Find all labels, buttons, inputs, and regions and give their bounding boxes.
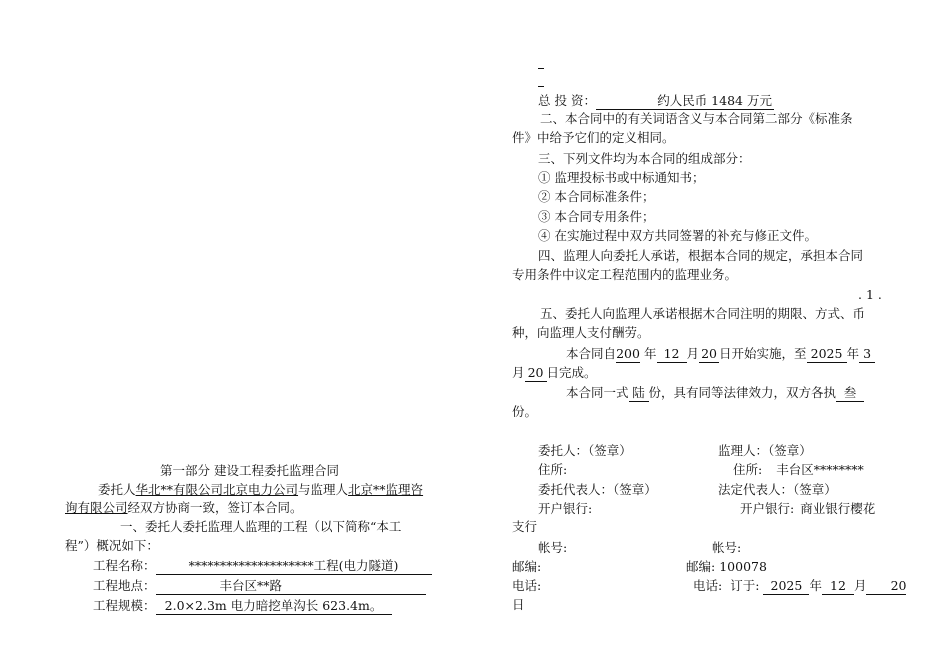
signed-month-char: 月 xyxy=(853,578,867,593)
supervisor-bank-value: 商业银行樱花 xyxy=(800,501,876,516)
preamble-prefix: 委托人 xyxy=(98,482,136,497)
clause-3: 三、下列文件均为本合同的组成部分： xyxy=(538,151,751,166)
doc-item: ④ 在实施过程中双方共同签署的补充与修正文件。 xyxy=(538,228,817,243)
start-year: 200 xyxy=(616,346,640,361)
legal-rep-label: 法定代表人：（签章） xyxy=(718,482,837,497)
project-location-value: 丰台区**路 xyxy=(156,578,426,595)
doc-item: ① 监理投标书或中标通知书； xyxy=(538,170,705,185)
preamble-suffix: 经双方协商一致，签订本合同。 xyxy=(127,500,303,515)
clause-5-line-1: 五、委托人向监理人承诺根据木合同注明的期限、方式、币 xyxy=(540,306,866,321)
client-account-label: 帐号: xyxy=(538,540,568,555)
dash-mark xyxy=(538,68,544,69)
supervisor-postcode-row xyxy=(686,558,767,576)
page-number: . 1 . xyxy=(858,287,882,302)
project-name-label: 工程名称： xyxy=(93,558,156,573)
preamble-line-2 xyxy=(65,499,303,517)
term-prefix: 本合同自 xyxy=(566,346,617,361)
supervisor-seal-label: 监理人：（签章） xyxy=(718,443,812,458)
client-bank-label: 开户银行: xyxy=(538,501,593,516)
end-year-char: 年 xyxy=(846,346,860,361)
project-scale-row xyxy=(93,597,392,615)
investment-value: 约人民币 1484 万元 xyxy=(596,93,774,110)
supervisor-phone-label: 电话: xyxy=(693,578,723,593)
start-month: 12 xyxy=(657,346,687,363)
term-line-1 xyxy=(566,345,875,363)
doc-item: ③ 本合同专用条件； xyxy=(538,209,655,224)
signed-day: 20 xyxy=(866,578,906,595)
signed-month: 12 xyxy=(822,578,854,595)
project-scale-label: 工程规模： xyxy=(93,598,156,613)
client-postcode-label: 邮编: xyxy=(512,559,542,574)
copies-each: 叁 xyxy=(836,385,864,402)
copies-mid: 份，具有同等法律效力，双方各执 xyxy=(648,385,837,400)
end-month: 3 xyxy=(859,346,875,363)
clause-4-line-1: 四、监理人向委托人承诺，根据本合同的规定，承担本合同 xyxy=(538,248,864,263)
clause-2-line-2: 件》中给予它们的定义相同。 xyxy=(512,130,675,145)
investment-label: 总 投 资： xyxy=(538,93,596,108)
term-line-2 xyxy=(512,364,597,382)
supervisor-address-value: 丰台区******** xyxy=(776,462,864,477)
start-day: 20 xyxy=(699,346,719,363)
supervisor-phone-row xyxy=(693,577,906,595)
supervisor-name-part-a: 北京**监理咨 xyxy=(348,482,424,497)
client-address-label: 住所: xyxy=(538,462,568,477)
clause-1-line-2: 程”）概况如下： xyxy=(65,538,159,553)
project-name-row xyxy=(93,557,432,575)
term-mid: 日开始实施，至 xyxy=(719,346,807,361)
project-location-label: 工程地点： xyxy=(93,578,156,593)
supervisor-address-label: 住所: xyxy=(733,462,763,477)
client-rep-label: 委托代表人：（签章） xyxy=(538,482,657,497)
end-suffix: 日完成。 xyxy=(546,365,597,380)
clause-5-line-2: 种，向监理人支付酬劳。 xyxy=(512,325,650,340)
supervisor-bank-label: 开户银行: xyxy=(740,501,795,516)
client-seal-label: 委托人：（签章） xyxy=(538,443,632,458)
copies-total: 陆 xyxy=(629,385,649,402)
supervisor-postcode-value: 100078 xyxy=(719,559,767,574)
end-month-char: 月 xyxy=(512,365,525,380)
clause-2-line-1: 二、本合同中的有关词语含义与本合同第二部分《标准条 xyxy=(540,111,853,126)
copies-line-1 xyxy=(566,384,864,402)
project-scale-value: 2.0×2.3m 电力暗挖单沟长 623.4m。 xyxy=(156,598,392,615)
doc-item: ② 本合同标准条件； xyxy=(538,189,655,204)
supervisor-address-row xyxy=(733,461,864,479)
section-title: 第一部分 建设工程委托监理合同 xyxy=(160,463,339,478)
end-year: 2025 xyxy=(807,346,847,363)
month-char: 月 xyxy=(686,346,700,361)
end-day: 20 xyxy=(525,365,547,382)
copies-line-2: 份。 xyxy=(512,404,538,419)
signed-day-char: 日 xyxy=(512,597,525,612)
project-location-row xyxy=(93,577,426,595)
supervisor-postcode-label: 邮编: xyxy=(686,559,716,574)
copies-prefix: 本合同一式 xyxy=(566,385,629,400)
signed-year-char: 年 xyxy=(809,578,822,593)
project-name-value: ********************工程(电力隧道) xyxy=(156,558,432,575)
supervisor-bank-row xyxy=(740,500,875,518)
investment-row xyxy=(538,92,774,110)
client-phone-label: 电话: xyxy=(512,578,542,593)
signed-date-label: 订于: xyxy=(730,578,760,593)
clause-4-line-2: 专用条件中议定工程范围内的监理业务。 xyxy=(512,267,738,282)
supervisor-bank-value-cont: 支行 xyxy=(512,519,538,534)
supervisor-name-part-b: 询有限公司 xyxy=(65,500,128,515)
supervisor-account-label: 帐号: xyxy=(712,540,742,555)
preamble-mid: 与监理人 xyxy=(298,482,349,497)
clause-1-line-1: 一、委托人委托监理人监理的工程（以下简称“本工 xyxy=(120,519,402,534)
dash-mark xyxy=(538,86,544,87)
client-name: 华北**有限公司北京电力公司 xyxy=(135,482,299,497)
preamble-line-1 xyxy=(98,481,423,499)
year-char: 年 xyxy=(644,346,657,361)
signed-year: 2025 xyxy=(763,578,809,595)
